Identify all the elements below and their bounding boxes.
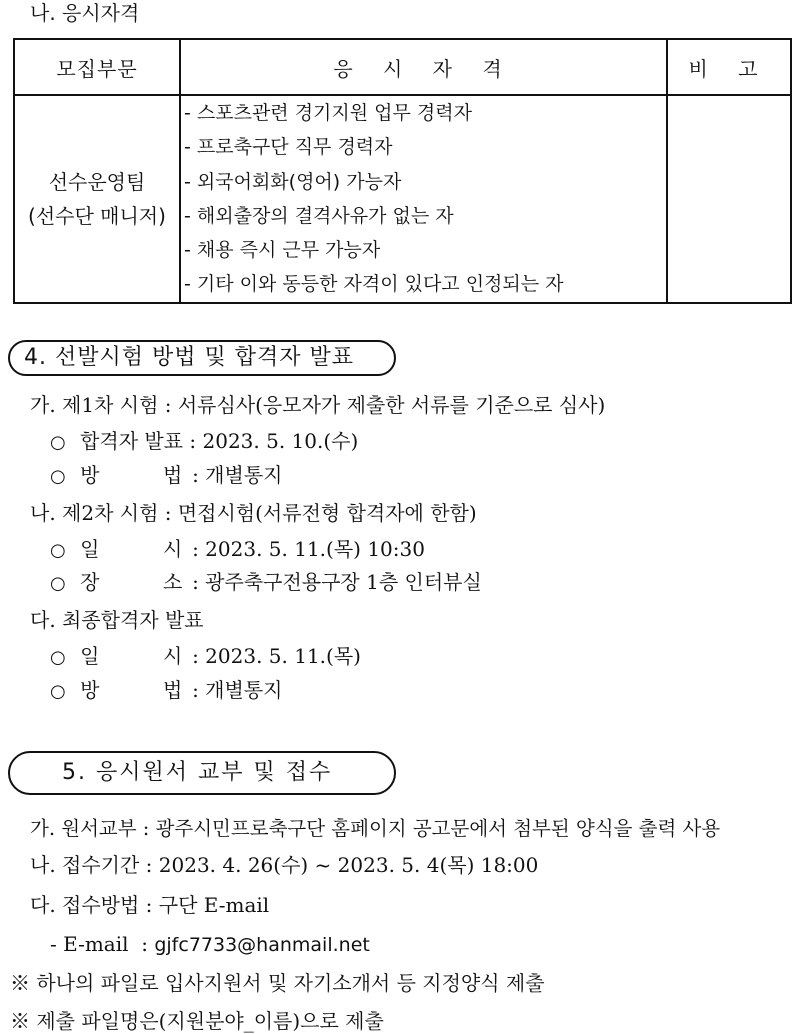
header-qualification: 응 시 자 격 <box>180 39 667 95</box>
section-5-title: 5. 응시원서 교부 및 접수 <box>8 751 396 795</box>
final-date-label: 일 시 <box>80 644 183 668</box>
second-exam-date-label: 일 시 <box>80 537 183 561</box>
final-date <box>50 643 361 671</box>
first-exam-method <box>50 462 282 490</box>
application-method: 다. 접수방법 : 구단 E-mail <box>30 893 270 917</box>
section-4-title: 4. 선발시험 방법 및 합격자 발표 <box>8 340 396 376</box>
email-address: gjfc7733@hanmail.net <box>154 934 370 956</box>
bullet-icon: ○ <box>50 573 66 594</box>
qualification-heading: 나. 응시자격 <box>30 1 140 25</box>
header-department: 모집부문 <box>14 39 180 95</box>
bullet-icon: ○ <box>50 540 66 561</box>
application-email <box>50 931 370 958</box>
header-remarks: 비 고 <box>667 39 791 95</box>
list-item: - 프로축구단 직무 경력자 <box>184 136 393 159</box>
final-method-value: : 개별통지 <box>192 678 283 702</box>
remarks-cell <box>667 95 791 303</box>
email-label: - E-mail : <box>50 932 155 956</box>
final-method <box>50 677 282 705</box>
department-name: 선수운영팀 <box>48 169 146 194</box>
table-header-row <box>14 39 791 95</box>
first-exam-heading: 가. 제1차 시험 : 서류심사(응모자가 제출한 서류를 기준으로 심사) <box>30 393 606 417</box>
qualification-list <box>181 96 666 302</box>
list-item: - 스포츠관련 경기지원 업무 경력자 <box>184 102 472 124</box>
final-date-value: : 2023. 5. 11.(목) <box>192 644 361 668</box>
application-period: 나. 접수기간 : 2023. 4. 26(수) ~ 2023. 5. 4(목) 18:00 <box>30 853 539 877</box>
list-item: - 채용 즉시 근무 가능자 <box>184 239 381 262</box>
second-exam-place-value: : 광주축구전용구장 1층 인터뷰실 <box>192 570 482 594</box>
first-exam-method-label: 방 법 <box>80 463 183 487</box>
second-exam-place-label: 장 소 <box>80 570 183 594</box>
list-item: - 기타 이와 동등한 자격이 있다고 인정되는 자 <box>184 273 564 296</box>
list-item: - 해외출장의 결격사유가 없는 자 <box>184 204 454 227</box>
second-exam-date-value: : 2023. 5. 11.(목) 10:30 <box>192 537 425 561</box>
second-exam-place <box>50 569 482 597</box>
first-exam-method-value: : 개별통지 <box>192 463 283 487</box>
application-distribution: 가. 원서교부 : 광주시민프로축구단 홈페이지 공고문에서 첨부된 양식을 출력 사용 <box>30 817 721 840</box>
second-exam-date <box>50 536 425 564</box>
bullet-icon: ○ <box>50 681 66 702</box>
note-single-file: ※ 하나의 파일로 입사지원서 및 자기소개서 등 지정양식 제출 <box>10 971 545 995</box>
department-role: (선수단 매니저) <box>28 203 166 228</box>
final-heading: 다. 최종합격자 발표 <box>30 608 204 632</box>
table-row <box>14 95 791 303</box>
second-exam-heading: 나. 제2차 시험 : 면접시험(서류전형 합격자에 한함) <box>30 501 477 525</box>
list-item: - 외국어회화(영어) 가능자 <box>184 170 402 193</box>
bullet-icon: ○ <box>50 647 66 668</box>
note-file-name: ※ 제출 파일명은(지원분야_이름)으로 제출 <box>10 1009 384 1033</box>
bullet-icon: ○ <box>50 466 66 487</box>
bullet-icon: ○ <box>50 432 66 453</box>
qualification-cell <box>180 95 667 303</box>
first-exam-announce-value: : 2023. 5. 10.(수) <box>189 429 359 453</box>
final-method-label: 방 법 <box>80 678 183 702</box>
first-exam-announce-label: 합격자 발표 <box>80 429 184 453</box>
first-exam-announce <box>50 428 358 456</box>
department-cell <box>14 95 180 303</box>
qualification-table <box>13 38 792 304</box>
